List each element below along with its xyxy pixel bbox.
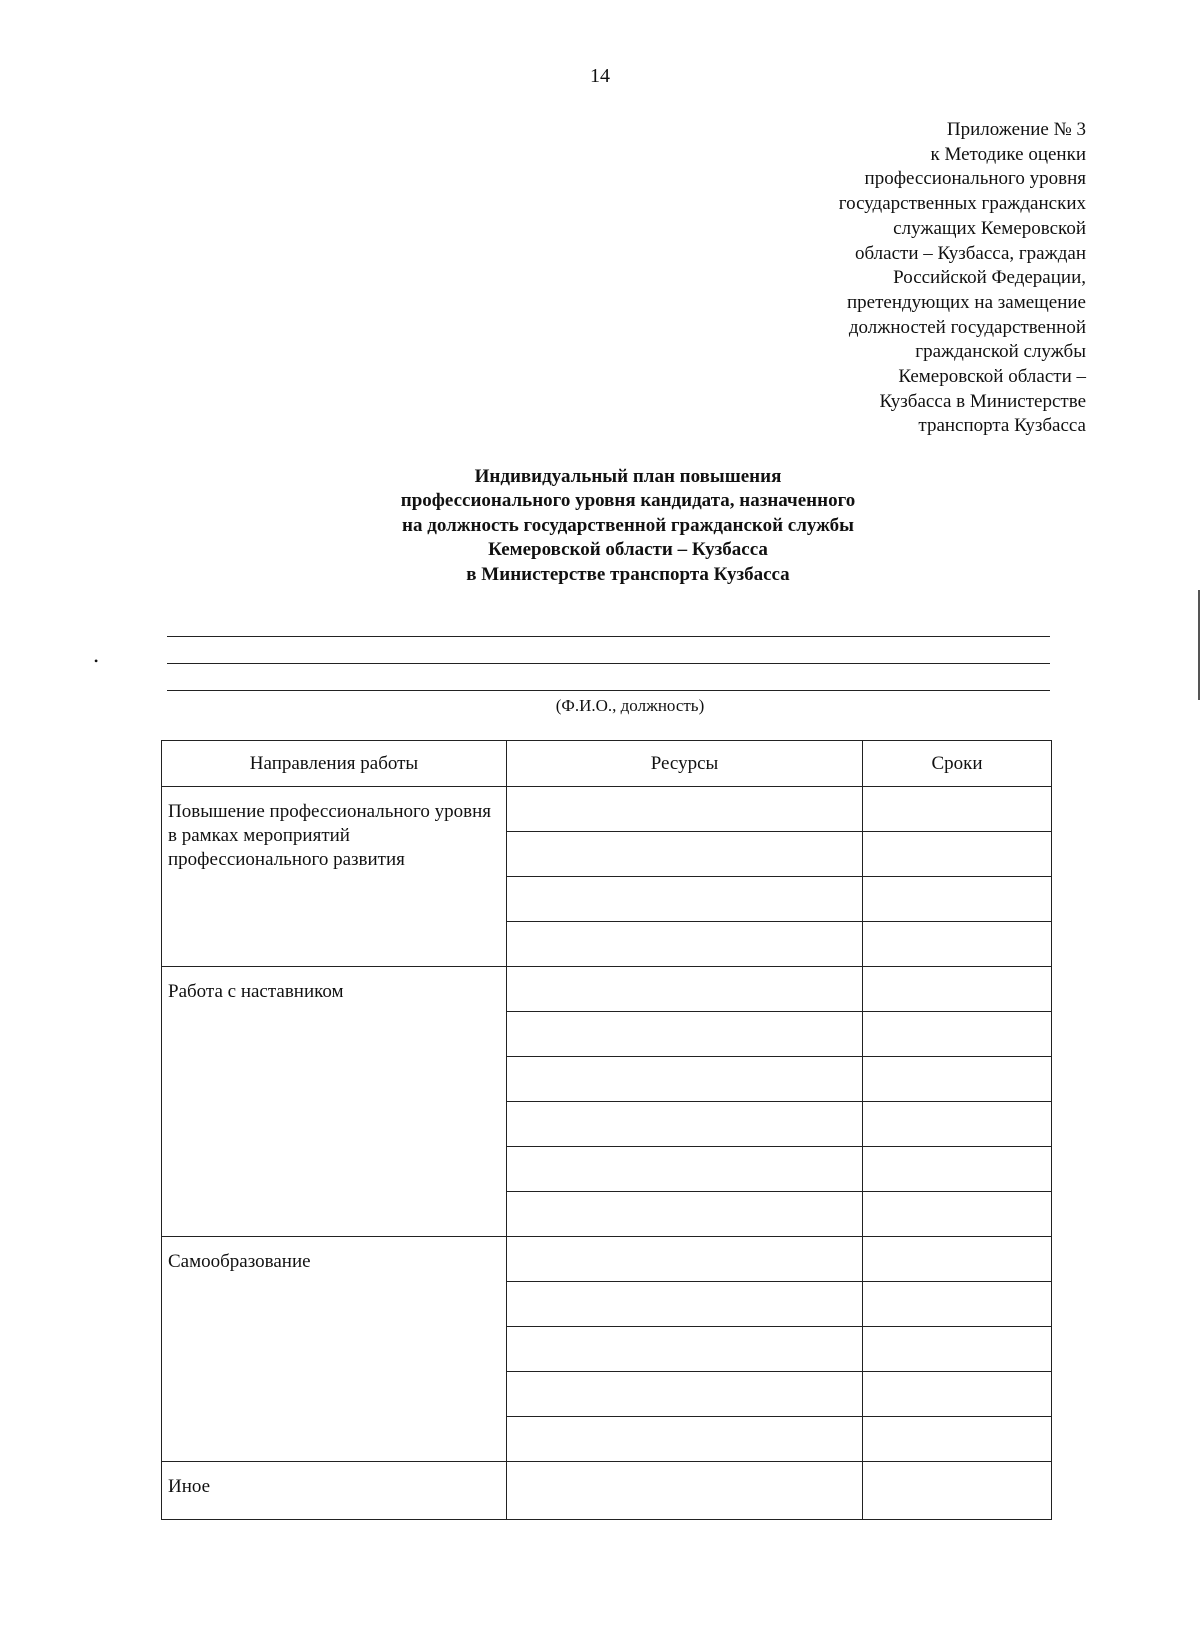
resource-cell[interactable] [507, 832, 863, 877]
table-header-row [162, 741, 1052, 787]
resource-cell[interactable] [507, 1012, 863, 1057]
resource-cell[interactable] [507, 1327, 863, 1372]
table-row [162, 1237, 1052, 1282]
resource-cell[interactable] [507, 967, 863, 1012]
appendix-line: к Методике оценки [930, 143, 1086, 165]
title-line: в Министерстве транспорта Кузбасса [466, 563, 790, 585]
deadline-cell[interactable] [863, 1417, 1052, 1462]
deadline-cell[interactable] [863, 1057, 1052, 1102]
deadline-cell[interactable] [863, 1282, 1052, 1327]
appendix-line: Кузбасса в Министерстве [879, 390, 1086, 412]
deadline-cell[interactable] [863, 922, 1052, 967]
header-deadlines: Сроки [863, 741, 1052, 787]
resource-cell[interactable] [507, 1372, 863, 1417]
deadline-cell[interactable] [863, 1012, 1052, 1057]
direction-mentor-work: Работа с наставником [162, 967, 507, 1237]
document-title [0, 465, 1200, 587]
deadline-cell[interactable] [863, 832, 1052, 877]
appendix-line: Российской Федерации, [893, 267, 1086, 289]
resource-cell[interactable] [507, 1417, 863, 1462]
resource-cell[interactable] [507, 787, 863, 832]
fio-fill-line-1 [167, 636, 1050, 637]
resource-cell[interactable] [507, 1057, 863, 1102]
table-row [162, 787, 1052, 832]
deadline-cell[interactable] [863, 1372, 1052, 1417]
header-resources: Ресурсы [507, 741, 863, 787]
fio-caption: (Ф.И.О., должность) [555, 696, 705, 715]
deadline-cell[interactable] [863, 787, 1052, 832]
appendix-note [700, 118, 1086, 439]
fio-fill-line-2 [167, 663, 1050, 664]
deadline-cell[interactable] [863, 1192, 1052, 1237]
resource-cell[interactable] [507, 877, 863, 922]
header-directions: Направления работы [162, 741, 507, 787]
table-row [162, 967, 1052, 1012]
appendix-line: претендующих на замещение [847, 291, 1086, 313]
fio-fill-line-3 [167, 690, 1050, 691]
appendix-line: Кемеровской области – [898, 366, 1086, 388]
deadline-cell[interactable] [863, 1327, 1052, 1372]
appendix-line: Приложение № 3 [946, 119, 1086, 140]
resource-cell[interactable] [507, 1282, 863, 1327]
deadline-cell[interactable] [863, 967, 1052, 1012]
plan-table [161, 740, 1052, 1520]
appendix-line: служащих Кемеровской [893, 217, 1086, 239]
appendix-line: области – Кузбасса, граждан [854, 242, 1086, 264]
deadline-cell[interactable] [863, 1237, 1052, 1282]
page-number: 14 [590, 65, 610, 87]
appendix-line: должностей государственной [848, 316, 1086, 338]
direction-self-education: Самообразование [162, 1237, 507, 1462]
deadline-cell[interactable] [863, 1462, 1052, 1520]
table-row [162, 1462, 1052, 1520]
appendix-line: транспорта Кузбасса [918, 415, 1086, 437]
title-line: профессионального уровня кандидата, назначенного [400, 490, 856, 512]
resource-cell[interactable] [507, 1192, 863, 1237]
appendix-line: государственных гражданских [838, 193, 1086, 215]
resource-cell[interactable] [507, 922, 863, 967]
deadline-cell[interactable] [863, 1102, 1052, 1147]
deadline-cell[interactable] [863, 877, 1052, 922]
title-line: Кемеровской области – Кузбасса [488, 539, 768, 561]
resource-cell[interactable] [507, 1147, 863, 1192]
deadline-cell[interactable] [863, 1147, 1052, 1192]
resource-cell[interactable] [507, 1237, 863, 1282]
resource-cell[interactable] [507, 1102, 863, 1147]
appendix-line: профессионального уровня [864, 168, 1086, 190]
title-line: на должность государственной гражданской службы [402, 514, 854, 536]
resource-cell[interactable] [507, 1462, 863, 1520]
appendix-line: гражданской службы [915, 341, 1086, 363]
title-line: Индивидуальный план повышения [474, 466, 782, 487]
direction-professional-development: Повышение профессионального уровня в рамках мероприятий профессионального развития [162, 787, 507, 967]
direction-other: Иное [162, 1462, 507, 1520]
scan-mark: • [94, 654, 99, 668]
